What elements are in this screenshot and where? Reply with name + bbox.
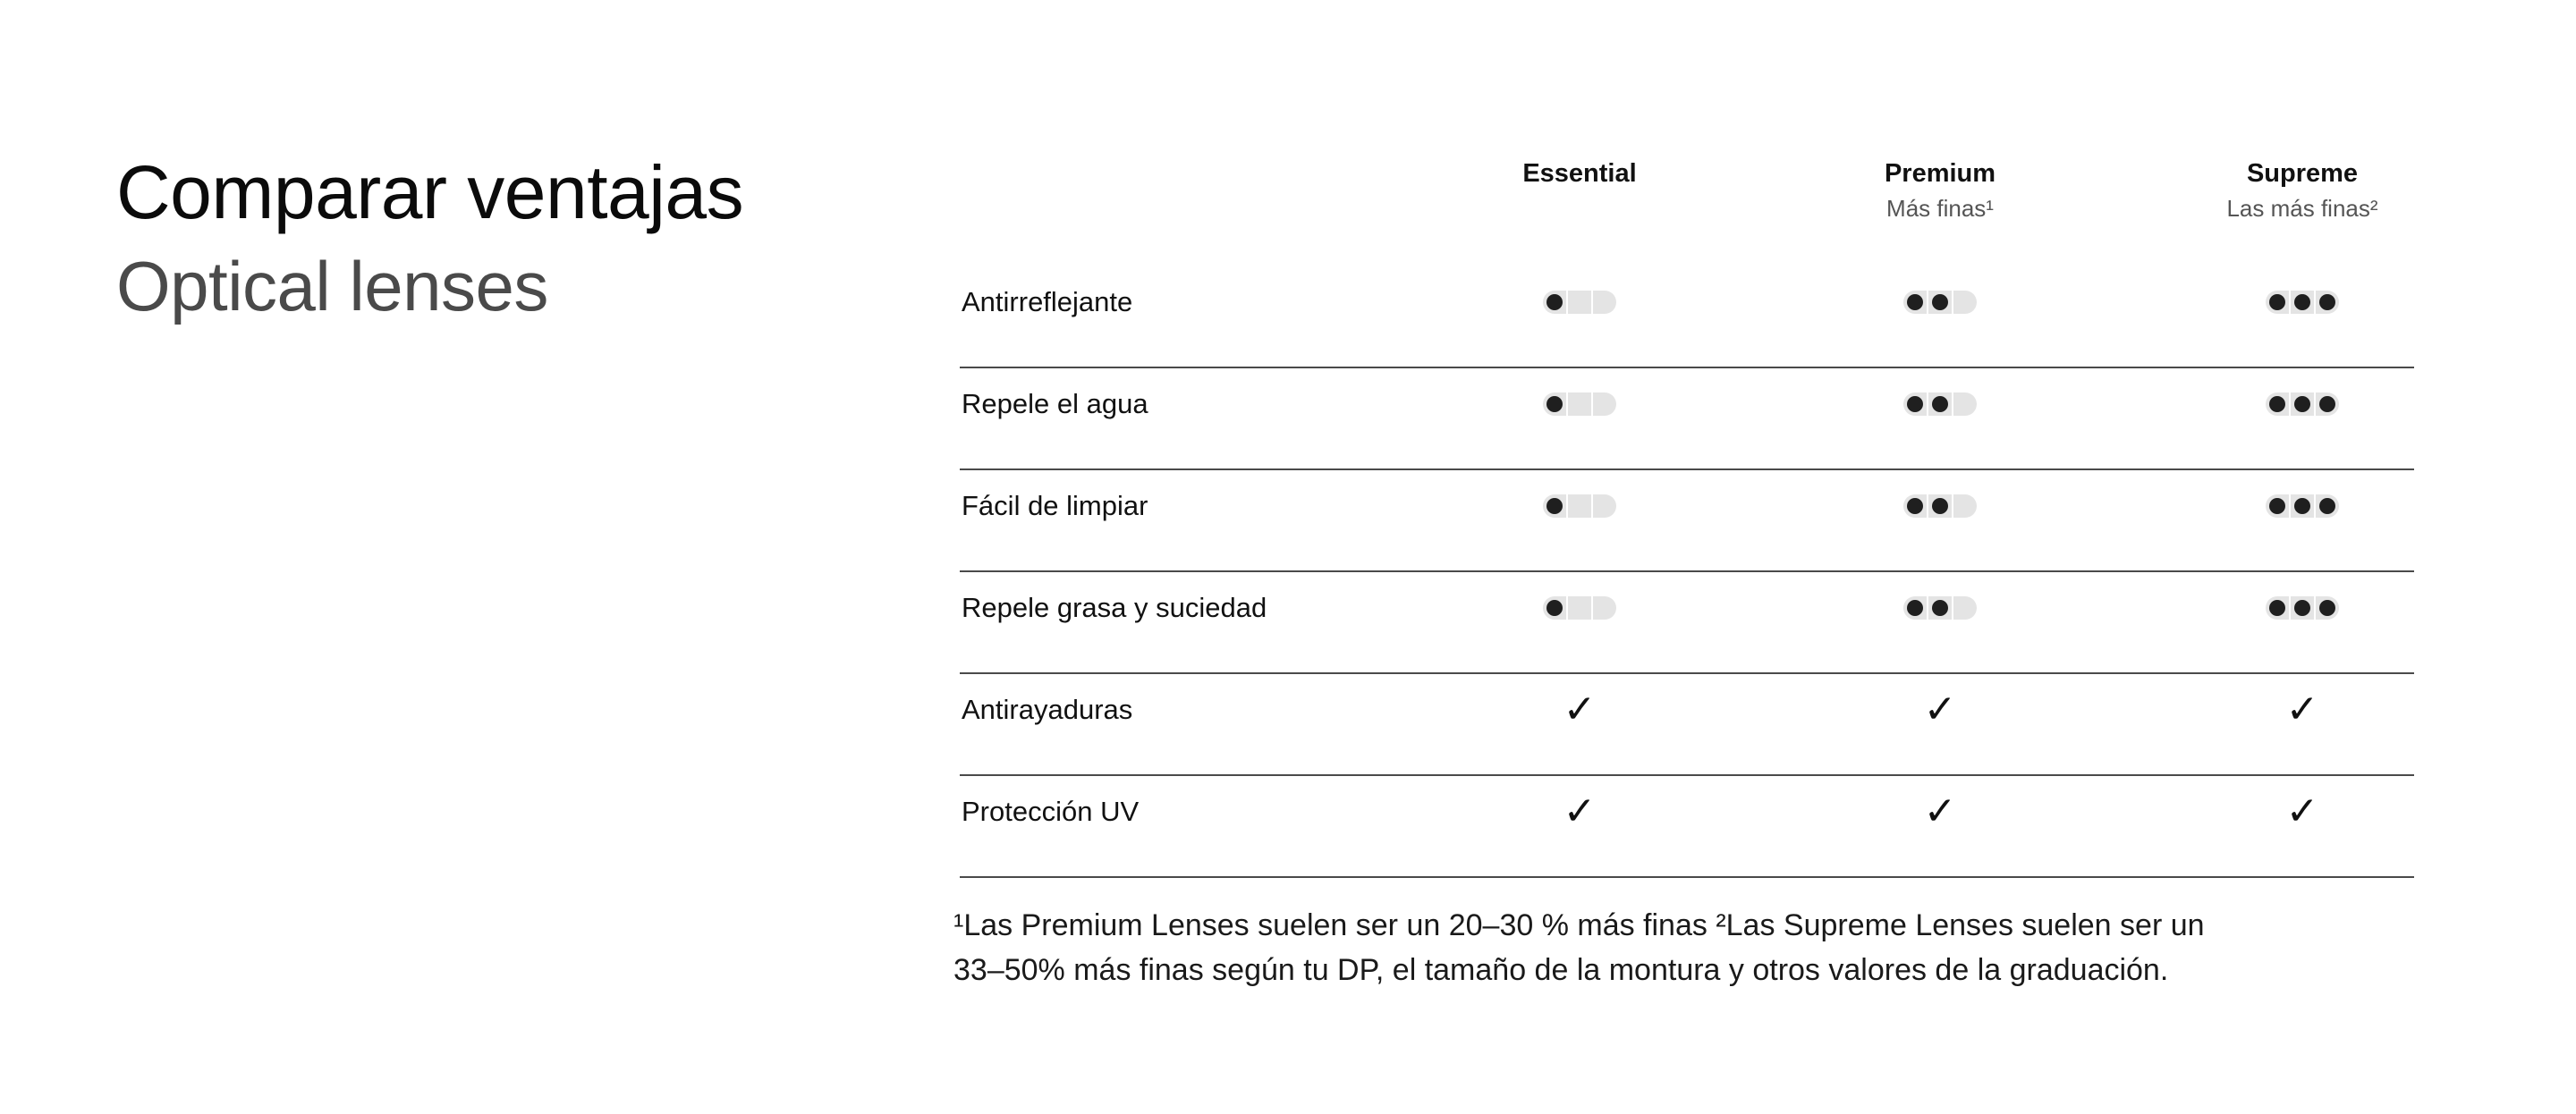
rating-dot-filled bbox=[2291, 291, 2314, 314]
rating-dot-filled bbox=[1928, 291, 1952, 314]
cell-premium bbox=[1770, 789, 2110, 834]
heading-block bbox=[116, 145, 886, 333]
column-name: Premium bbox=[1884, 159, 1996, 188]
rating-dot-filled bbox=[2266, 392, 2289, 416]
rating-indicator bbox=[2266, 494, 2339, 518]
column-header-premium bbox=[1770, 156, 2110, 225]
column-header-essential bbox=[1410, 156, 1750, 191]
rating-dot-empty bbox=[1593, 494, 1616, 518]
rating-indicator bbox=[1903, 596, 1977, 620]
cell-premium bbox=[1770, 490, 2110, 522]
rating-dot-filled bbox=[2316, 392, 2339, 416]
cell-supreme bbox=[2132, 687, 2472, 732]
checkmark-icon: ✓ bbox=[1563, 687, 1597, 732]
row-label: Protección UV bbox=[962, 796, 1140, 827]
rating-indicator bbox=[1903, 291, 1977, 314]
rating-dot-empty bbox=[1568, 494, 1591, 518]
rating-dot-empty bbox=[1953, 494, 1977, 518]
rating-dot-empty bbox=[1953, 291, 1977, 314]
table-row bbox=[960, 776, 2414, 878]
cell-essential bbox=[1410, 592, 1750, 624]
cell-essential bbox=[1410, 490, 1750, 522]
footnote-line-2: 33–50% más finas según tu DP, el tamaño de la montura y otros valores de la graduación. bbox=[953, 953, 2169, 987]
checkmark-icon: ✓ bbox=[1923, 789, 1957, 834]
rating-indicator bbox=[1543, 596, 1616, 620]
table-row bbox=[960, 470, 2414, 572]
rating-dot-filled bbox=[1928, 596, 1952, 620]
rating-dot-empty bbox=[1953, 596, 1977, 620]
rating-indicator bbox=[1543, 392, 1616, 416]
cell-supreme bbox=[2132, 490, 2472, 522]
page-subtitle: Optical lenses bbox=[116, 247, 548, 325]
row-label: Fácil de limpiar bbox=[962, 490, 1148, 521]
checkmark-icon: ✓ bbox=[2285, 687, 2319, 732]
rating-dot-filled bbox=[1903, 494, 1927, 518]
rating-dot-filled bbox=[1903, 291, 1927, 314]
column-subtitle: Más finas¹ bbox=[1886, 195, 1994, 222]
page-title: Comparar ventajas bbox=[116, 150, 744, 234]
rating-indicator bbox=[1903, 392, 1977, 416]
column-header-supreme bbox=[2132, 156, 2472, 225]
cell-essential bbox=[1410, 286, 1750, 318]
rating-indicator bbox=[1543, 291, 1616, 314]
row-label: Antirayaduras bbox=[962, 694, 1133, 725]
checkmark-icon: ✓ bbox=[1923, 687, 1957, 732]
rating-dot-filled bbox=[1928, 494, 1952, 518]
cell-essential bbox=[1410, 687, 1750, 732]
rating-dot-empty bbox=[1593, 291, 1616, 314]
rating-indicator bbox=[2266, 596, 2339, 620]
rating-dot-filled bbox=[1543, 291, 1566, 314]
footnote bbox=[953, 903, 2295, 992]
rating-dot-empty bbox=[1593, 596, 1616, 620]
rating-indicator bbox=[1543, 494, 1616, 518]
column-subtitle: Las más finas² bbox=[2226, 195, 2378, 222]
rating-dot-filled bbox=[1543, 596, 1566, 620]
row-label: Repele grasa y suciedad bbox=[962, 592, 1267, 623]
rating-dot-filled bbox=[1903, 596, 1927, 620]
rating-dot-filled bbox=[2291, 596, 2314, 620]
checkmark-icon: ✓ bbox=[1563, 789, 1597, 834]
rating-indicator bbox=[1903, 494, 1977, 518]
rating-dot-filled bbox=[2316, 596, 2339, 620]
rating-dot-empty bbox=[1953, 392, 1977, 416]
rating-dot-filled bbox=[2291, 392, 2314, 416]
cell-essential bbox=[1410, 789, 1750, 834]
table-row bbox=[960, 266, 2414, 368]
table-row bbox=[960, 674, 2414, 776]
cell-supreme bbox=[2132, 388, 2472, 420]
rating-dot-empty bbox=[1593, 392, 1616, 416]
rating-dot-filled bbox=[2316, 494, 2339, 518]
rating-dot-empty bbox=[1568, 596, 1591, 620]
cell-supreme bbox=[2132, 789, 2472, 834]
footnote-line-1: ¹Las Premium Lenses suelen ser un 20–30 % más finas ²Las Supreme Lenses suelen ser un bbox=[953, 908, 2205, 942]
column-name: Essential bbox=[1522, 159, 1637, 188]
cell-premium bbox=[1770, 388, 2110, 420]
rating-dot-filled bbox=[2266, 596, 2289, 620]
cell-premium bbox=[1770, 286, 2110, 318]
cell-premium bbox=[1770, 687, 2110, 732]
checkmark-icon: ✓ bbox=[2285, 789, 2319, 834]
cell-essential bbox=[1410, 388, 1750, 420]
rating-dot-empty bbox=[1568, 392, 1591, 416]
rating-dot-empty bbox=[1568, 291, 1591, 314]
rating-dot-filled bbox=[1903, 392, 1927, 416]
cell-supreme bbox=[2132, 592, 2472, 624]
cell-supreme bbox=[2132, 286, 2472, 318]
rating-dot-filled bbox=[1543, 392, 1566, 416]
rating-dot-filled bbox=[2316, 291, 2339, 314]
row-label: Repele el agua bbox=[962, 388, 1148, 419]
comparison-rows bbox=[960, 266, 2414, 878]
table-row bbox=[960, 368, 2414, 470]
column-name: Supreme bbox=[2246, 159, 2359, 188]
cell-premium bbox=[1770, 592, 2110, 624]
rating-indicator bbox=[2266, 392, 2339, 416]
rating-dot-filled bbox=[2266, 291, 2289, 314]
rating-dot-filled bbox=[2266, 494, 2289, 518]
row-label: Antirreflejante bbox=[962, 286, 1133, 317]
table-row bbox=[960, 572, 2414, 674]
rating-dot-filled bbox=[1928, 392, 1952, 416]
rating-dot-filled bbox=[2291, 494, 2314, 518]
rating-dot-filled bbox=[1543, 494, 1566, 518]
rating-indicator bbox=[2266, 291, 2339, 314]
